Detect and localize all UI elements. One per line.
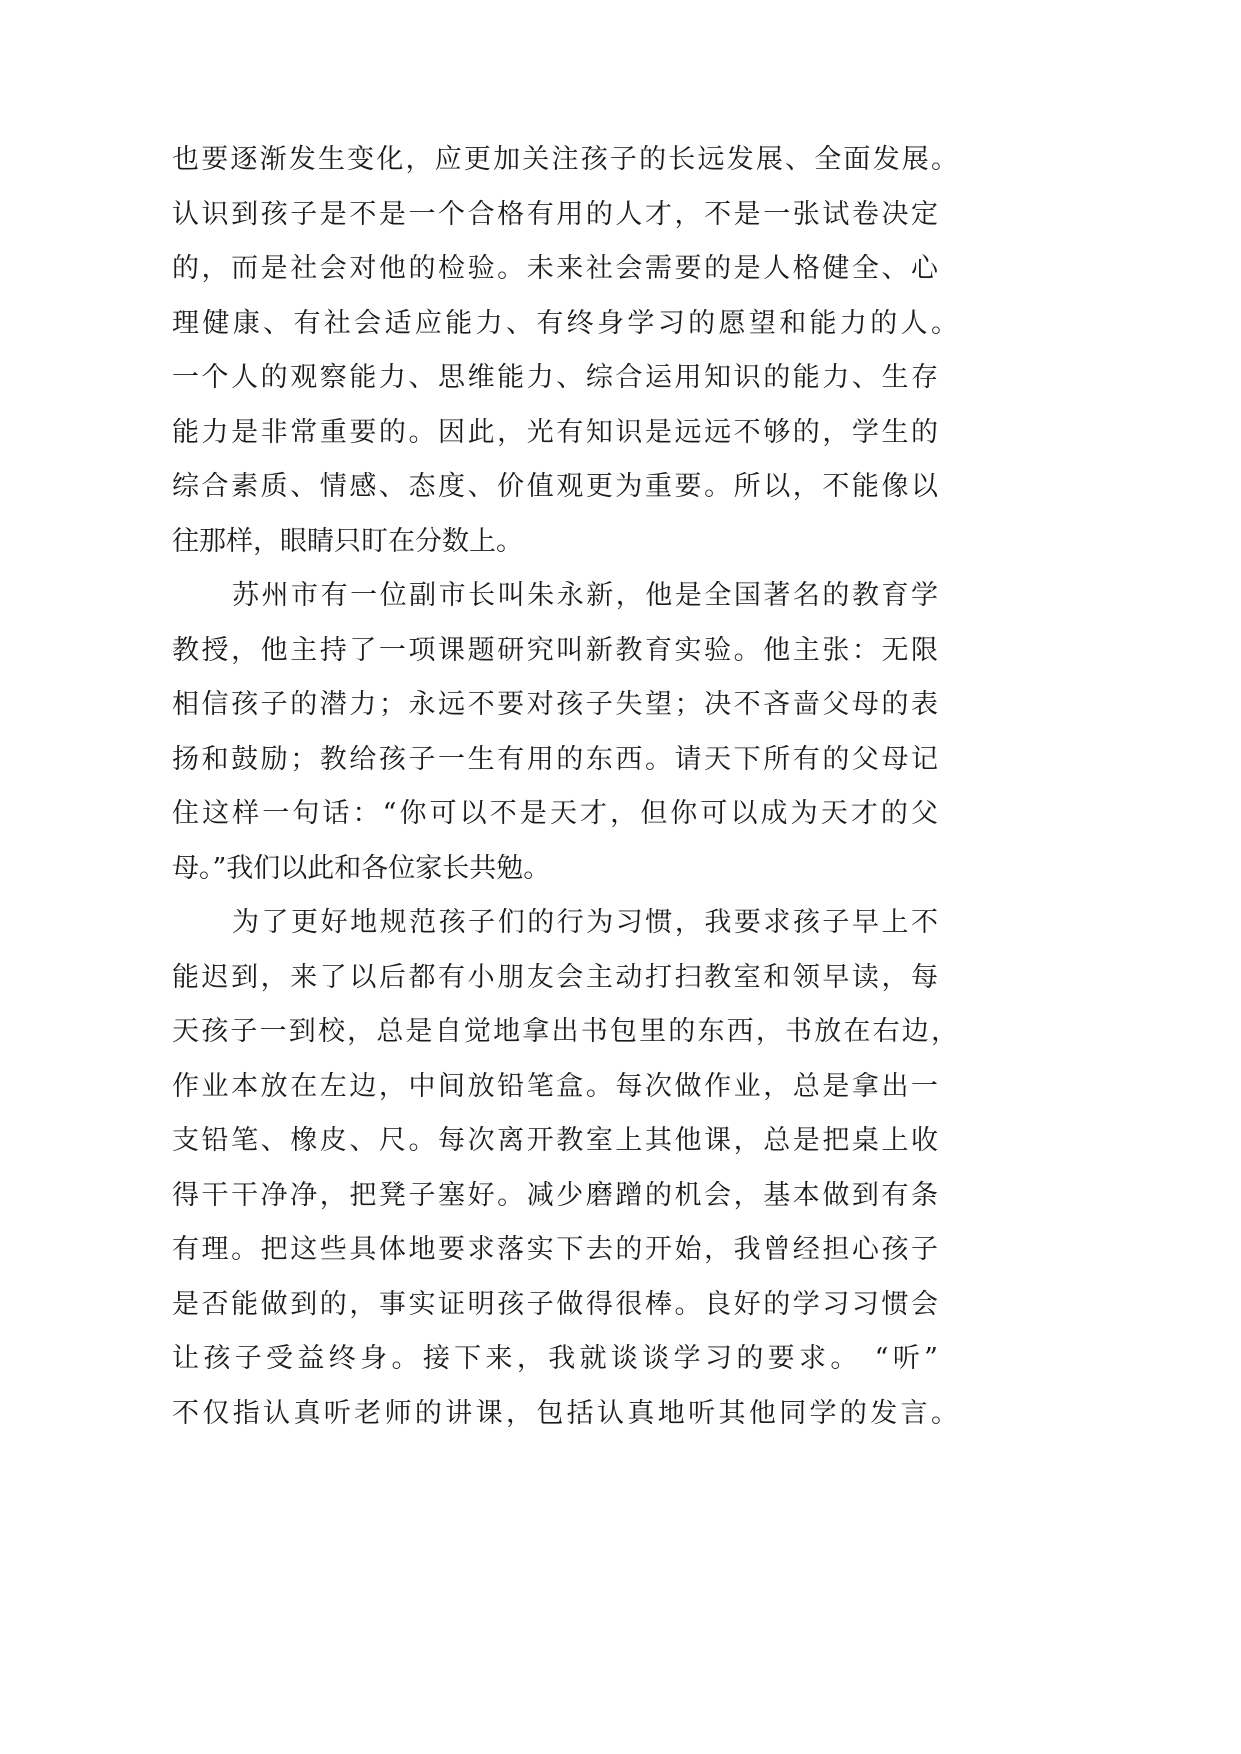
body-text <box>172 133 958 1441</box>
text-line: 是否能做到的，事实证明孩子做得很棒。良好的学习习惯会 <box>172 1288 938 1320</box>
text-line: 得干干净净，把凳子塞好。减少磨蹭的机会，基本做到有条 <box>172 1179 938 1211</box>
text-line: 作业本放在左边，中间放铅笔盒。每次做作业，总是拿出一 <box>172 1070 938 1102</box>
text-line: 一个人的观察能力、思维能力、综合运用知识的能力、生存 <box>172 362 938 393</box>
text-line: 让孩子受益终身。接下来，我就谈谈学习的要求。 “听” <box>172 1343 938 1374</box>
text-line: 综合素质、情感、态度、价值观更为重要。所以，不能像以 <box>172 471 938 502</box>
paragraph-2 <box>172 569 958 896</box>
text-line: 能力是非常重要的。因此，光有知识是远远不够的，学生的 <box>172 416 938 448</box>
text-line: 认识到孩子是不是一个合格有用的人才，不是一张试卷决定 <box>172 198 938 230</box>
text-line: 天孩子一到校，总是自觉地拿出书包里的东西，书放在右边， <box>172 1016 958 1047</box>
text-line: 能迟到，来了以后都有小朋友会主动打扫教室和领早读，每 <box>172 961 938 993</box>
text-line: 有理。把这些具体地要求落实下去的开始，我曾经担心孩子 <box>172 1234 938 1265</box>
text-line: 支铅笔、橡皮、尺。每次离开教室上其他课，总是把桌上收 <box>172 1125 938 1156</box>
text-line: 扬和鼓励；教给孩子一生有用的东西。请天下所有的父母记 <box>172 743 938 775</box>
text-line: 相信孩子的潜力；永远不要对孩子失望；决不吝啬父母的表 <box>172 689 938 720</box>
text-line: 教授，他主持了一项课题研究叫新教育实验。他主张：无限 <box>172 634 938 666</box>
text-line: 也要逐渐发生变化，应更加关注孩子的长远发展、全面发展。 <box>172 144 958 175</box>
text-line: 苏州市有一位副市长叫朱永新，他是全国著名的教育学 <box>232 580 938 611</box>
text-line: 母。”我们以此和各位家长共勉。 <box>172 852 551 884</box>
paragraph-3 <box>172 896 958 1441</box>
paragraph-1 <box>172 133 958 569</box>
text-line: 不仅指认真听老师的讲课，包括认真地听其他同学的发言。 <box>172 1397 958 1429</box>
text-line: 住这样一句话：“你可以不是天才，但你可以成为天才的父 <box>172 798 938 829</box>
text-line: 理健康、有社会适应能力、有终身学习的愿望和能力的人。 <box>172 307 958 339</box>
text-line: 往那样，眼睛只盯在分数上。 <box>172 525 523 557</box>
text-line: 的，而是社会对他的检验。未来社会需要的是人格健全、心 <box>172 253 938 284</box>
text-line: 为了更好地规范孩子们的行为习惯，我要求孩子早上不 <box>232 907 938 938</box>
